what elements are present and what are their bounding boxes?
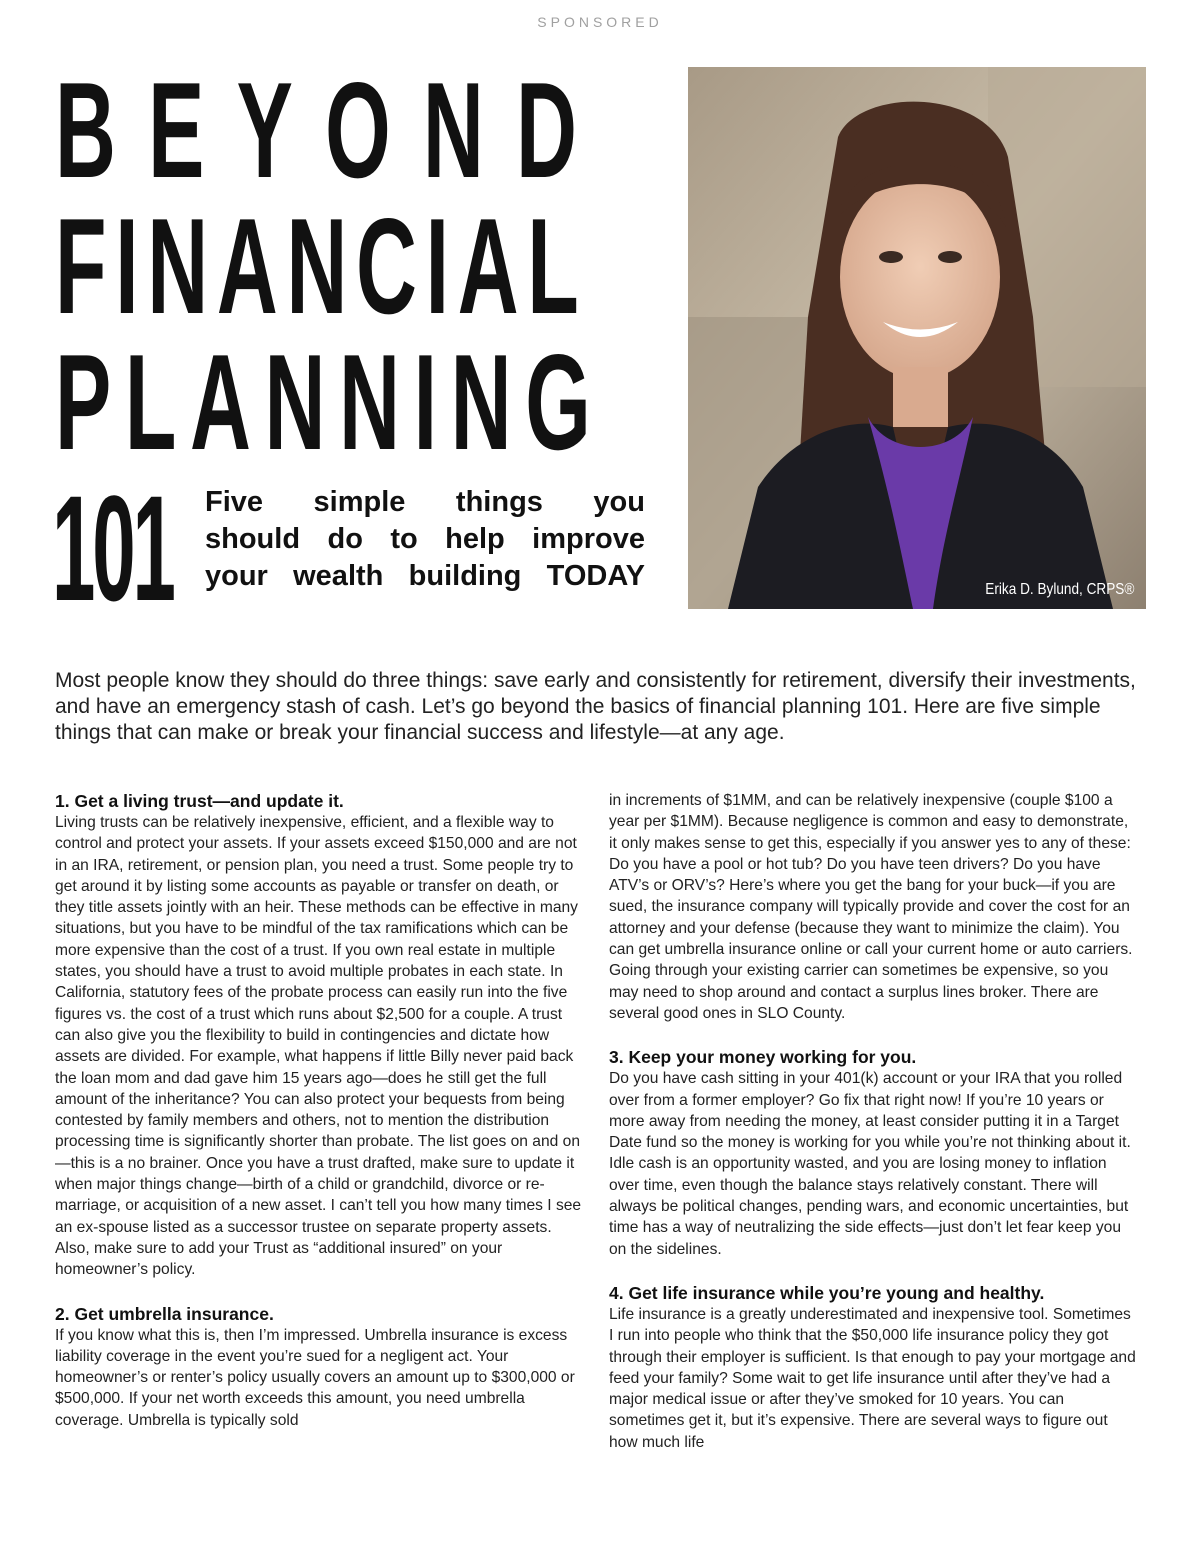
subheadline-line-3: your wealth building TODAY <box>205 560 645 592</box>
article-column-left <box>55 790 585 1431</box>
author-photo <box>688 67 1146 609</box>
section-4-title: 4. Get life insurance while you’re young and healthy. <box>609 1282 1045 1303</box>
section-1-body: Living trusts can be relatively inexpensive, efficient, and a flexible way to control and protect your assets. If your assets exceed $150,000 and are not in an IRA, retirement, or pension plan, you need a trust. Some people try to get around it by listing some accounts as payable or transfer on death, or they title assets jointly with an heir. These methods can be effective in many situations, but you have to be mindful of the tax ramifications which can be more expensive than the cost of a trust. If you own real estate in multiple states, you should have a trust to avoid multiple probates in each state. In California, statutory fees of the probate process can easily run into the five figures vs. the cost of a trust which runs about $2,500 for a couple. A trust can also give you the flexibility to build in contingencies and dictate how assets are divided. For example, what happens if little Billy never paid back the loan mom and dad gave him 15 years ago—does he still get the full amount of the inheritance? You can also protect your bequests from being contested by family members and others, not to mention the distribution processing time is significantly shorter than probate. The list goes on and on—this is a no brainer. Once you have a trust drafted, make sure to update it when major things change—birth of a child or grandchild, divorce or re-marriage, or acquisition of a new asset. I can’t tell you how many times I see an ex-spouse listed as a successor trustee on separate property assets. Also, make sure to add your Trust as “additional insured” on your homeowner’s policy. <box>55 814 582 1279</box>
section-spacer <box>55 1281 585 1303</box>
section-spacer <box>609 1260 1139 1282</box>
headline-line-1: BEYOND <box>55 54 610 206</box>
article-column-right <box>609 790 1139 1453</box>
sponsored-label: SPONSORED <box>537 14 663 30</box>
headline-line-3: PLANNING <box>55 326 605 478</box>
headline-number: 101 <box>52 464 173 632</box>
subheadline <box>205 484 645 595</box>
intro-paragraph: Most people know they should do three things: save early and consistently for retirement, diversify their investments, and have an emergency stash of cash. Let’s go beyond the basics of financial planning 101. Here are five simple things that can make or break your financial success and lifestyle—at any age. <box>55 669 1136 744</box>
section-2-body: If you know what this is, then I’m impressed. Umbrella insurance is excess liability coverage in the event you’re sued for a negligent act. Your homeowner’s or renter’s policy usually covers an amount up to $300,000 or $500,000. If your net worth exceeds this amount, you need umbrella coverage. Umbrella is typically sold <box>55 1326 575 1429</box>
section-1-title: 1. Get a living trust—and update it. <box>55 791 344 811</box>
headline <box>55 54 655 478</box>
photo-caption: Erika D. Bylund, CRPS® <box>984 581 1134 598</box>
section-4-body: Life insurance is a greatly underestimated and inexpensive tool. Sometimes I run into people who think that the $50,000 life insurance policy they got through their employer is sufficient. Is that enough to pay your mortgage and feed your family? Some wait to get life insurance until after they’ve had a major medical issue or after they’ve smoked for 10 years. You can sometimes get it, but it’s expensive. There are several ways to figure out how much life <box>609 1305 1136 1451</box>
section-3-title: 3. Keep your money working for you. <box>609 1047 917 1068</box>
section-3-body: Do you have cash sitting in your 401(k) account or your IRA that you rolled over from a former employer? Go fix that right now! If you’re 10 years or more away from needing the money, at least consider putting it in a Target Date fund so the money is working for you while you’re not thinking about it. Idle cash is an opportunity wasted, and you are losing money to inflation over time, even though the balance stays relatively constant. There will always be political changes, pending wars, and economic uncertainties, but time has a way of neutralizing the side effects—just don’t let fear keep you on the sidelines. <box>609 1070 1131 1258</box>
subheadline-line-1: Five simple things you <box>205 486 645 518</box>
portrait-illustration <box>688 67 1146 609</box>
headline-line-2: FINANCIAL <box>55 190 588 342</box>
section-spacer <box>609 1024 1139 1046</box>
section-2-title: 2. Get umbrella insurance. <box>55 1303 274 1324</box>
subheadline-line-2: should do to help improve <box>205 523 645 555</box>
section-2-body-continued: in increments of $1MM, and can be relatively inexpensive (couple $100 a year per $1MM). Because negligence is common and easy to demonstrate, it only makes sense to get this, especially if you answer yes to any of these: Do you have a pool or hot tub? Do you have teen drivers? Do you have ATV’s or ORV’s? Here’s where you get the bang for your buck—if you are sued, the insurance company will typically provide and cover the cost for an attorney and your defense (because they want to minimize the claim). You can get umbrella insurance online or call your current home or auto carriers. Going through your existing carrier can sometimes be expensive, so you may need to shop around and contact a surplus lines broker. There are several good ones in SLO County. <box>609 792 1133 1022</box>
